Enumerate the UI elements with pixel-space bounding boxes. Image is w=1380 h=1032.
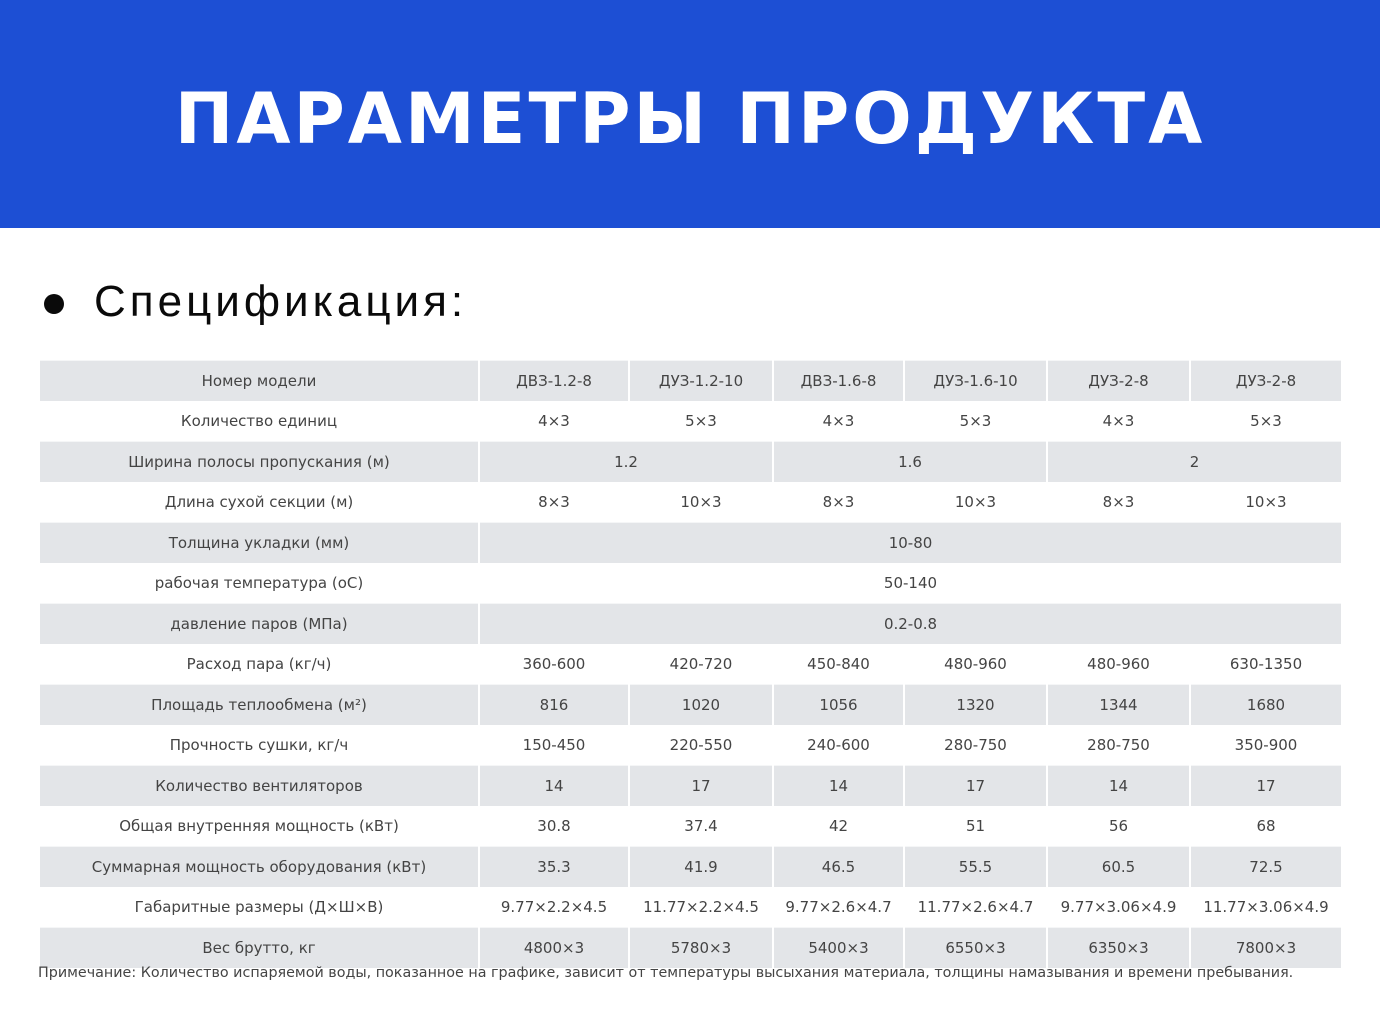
table-cell: 9.77×2.2×4.5 bbox=[500, 898, 608, 916]
table-cell: 4×3 bbox=[538, 412, 570, 430]
table-cell: 816 bbox=[480, 684, 628, 725]
table-cell: 280-750 bbox=[944, 736, 1007, 754]
row-label: давление паров (МПа) bbox=[40, 603, 478, 644]
table-cell: 1680 bbox=[1191, 684, 1341, 725]
table-cell: 72.5 bbox=[1191, 846, 1341, 887]
table-cell: 4×3 bbox=[1102, 412, 1135, 430]
table-cell: 41.9 bbox=[630, 846, 772, 887]
table-cell: 35.3 bbox=[480, 846, 628, 887]
table-cell: 480-960 bbox=[944, 655, 1007, 673]
table-cell: 46.5 bbox=[774, 846, 903, 887]
table-row bbox=[40, 482, 1341, 522]
table-cell: 55.5 bbox=[905, 846, 1046, 887]
table-cell: ДУЗ-2-8 bbox=[1048, 360, 1189, 401]
row-label: Количество единиц bbox=[180, 412, 338, 430]
table-cell: 5×3 bbox=[959, 412, 992, 430]
table-cell: ДУЗ-1.2-10 bbox=[630, 360, 772, 401]
section-heading bbox=[44, 272, 467, 332]
table-cell: 4×3 bbox=[822, 412, 855, 430]
table-row bbox=[40, 644, 1341, 684]
table-cell: 1020 bbox=[630, 684, 772, 725]
table-cell: 10×3 bbox=[954, 493, 997, 511]
table-cell: 11.77×2.6×4.7 bbox=[917, 898, 1034, 916]
table-cell: 14 bbox=[480, 765, 628, 806]
table-cell: 10×3 bbox=[1245, 493, 1287, 511]
row-label: Вес брутто, кг bbox=[40, 927, 478, 968]
table-cell: 350-900 bbox=[1234, 736, 1298, 754]
table-cell: 11.77×2.2×4.5 bbox=[643, 898, 759, 916]
table-cell: 240-600 bbox=[807, 736, 870, 754]
table-cell: 1344 bbox=[1048, 684, 1189, 725]
table-cell: 1056 bbox=[774, 684, 903, 725]
row-label: Ширина полосы пропускания (м) bbox=[40, 441, 478, 482]
table-cell: 17 bbox=[905, 765, 1046, 806]
table-row bbox=[40, 563, 1341, 603]
table-cell: 9.77×2.6×4.7 bbox=[785, 898, 892, 916]
row-label: Количество вентиляторов bbox=[40, 765, 478, 806]
table-row bbox=[40, 846, 1341, 887]
row-label: рабочая температура (оС) bbox=[154, 574, 364, 592]
table-cell: 420-720 bbox=[669, 655, 733, 673]
spec-table bbox=[38, 360, 1343, 968]
table-cell: ДУЗ-2-8 bbox=[1191, 360, 1341, 401]
table-cell: 14 bbox=[774, 765, 903, 806]
table-cell: 14 bbox=[1048, 765, 1189, 806]
table-row bbox=[40, 725, 1341, 765]
table-cell: 42 bbox=[828, 817, 849, 835]
table-cell: ДВЗ-1.2-8 bbox=[480, 360, 628, 401]
table-cell: 280-750 bbox=[1087, 736, 1150, 754]
row-label: Суммарная мощность оборудования (кВт) bbox=[40, 846, 478, 887]
table-cell: 0.2-0.8 bbox=[480, 603, 1341, 644]
table-cell: 56 bbox=[1108, 817, 1129, 835]
table-row bbox=[40, 522, 1341, 563]
row-label: Длина сухой секции (м) bbox=[164, 493, 354, 511]
table-cell: 630-1350 bbox=[1229, 655, 1303, 673]
row-label: Расход пара (кг/ч) bbox=[186, 655, 332, 673]
table-row bbox=[40, 360, 1341, 401]
table-cell: 60.5 bbox=[1048, 846, 1189, 887]
table-cell: 7800×3 bbox=[1191, 927, 1341, 968]
section-heading-text: Спецификация: bbox=[94, 277, 468, 326]
table-cell: 5×3 bbox=[1250, 412, 1282, 430]
table-row bbox=[40, 806, 1341, 846]
row-label: Общая внутренняя мощность (кВт) bbox=[119, 817, 399, 835]
table-cell: 5400×3 bbox=[774, 927, 903, 968]
table-cell: 37.4 bbox=[684, 817, 718, 835]
table-cell: ДУЗ-1.6-10 bbox=[905, 360, 1046, 401]
row-label: Толщина укладки (мм) bbox=[40, 522, 478, 563]
table-cell: 220-550 bbox=[669, 736, 733, 754]
row-label: Площадь теплообмена (м²) bbox=[40, 684, 478, 725]
table-cell: 10-80 bbox=[480, 522, 1341, 563]
table-cell: 1.2 bbox=[480, 441, 772, 482]
table-cell: 17 bbox=[630, 765, 772, 806]
table-row bbox=[40, 765, 1341, 806]
table-cell: 51 bbox=[965, 817, 986, 835]
table-cell: 8×3 bbox=[822, 493, 855, 511]
table-row bbox=[40, 927, 1341, 968]
bullet-icon bbox=[44, 294, 64, 314]
row-label: Прочность сушки, кг/ч bbox=[169, 736, 349, 754]
table-cell: 4800×3 bbox=[480, 927, 628, 968]
table-cell: 17 bbox=[1191, 765, 1341, 806]
table-cell: 6550×3 bbox=[905, 927, 1046, 968]
row-label: Номер модели bbox=[40, 360, 478, 401]
spec-table-body bbox=[40, 360, 1341, 968]
row-label: Габаритные размеры (Д×Ш×В) bbox=[134, 898, 384, 916]
table-row bbox=[40, 603, 1341, 644]
table-cell: 1320 bbox=[905, 684, 1046, 725]
table-cell: 30.8 bbox=[537, 817, 571, 835]
table-cell: 450-840 bbox=[807, 655, 870, 673]
table-row bbox=[40, 401, 1341, 441]
table-cell: 10×3 bbox=[680, 493, 722, 511]
table-cell: 150-450 bbox=[522, 736, 586, 754]
table-cell: 2 bbox=[1048, 441, 1341, 482]
table-cell: 68 bbox=[1256, 817, 1276, 835]
table-row bbox=[40, 887, 1341, 927]
table-row bbox=[40, 684, 1341, 725]
page-title: ПАРАМЕТРЫ ПРОДУКТА bbox=[174, 78, 1206, 160]
table-cell: 5780×3 bbox=[630, 927, 772, 968]
table-cell: 9.77×3.06×4.9 bbox=[1060, 898, 1177, 916]
table-cell: 8×3 bbox=[1102, 493, 1135, 511]
table-row bbox=[40, 441, 1341, 482]
table-note: Примечание: Количество испаряемой воды, показанное на графике, зависит от температуры высыхания материала, толщины намазывания и времени пребывания. bbox=[38, 965, 1294, 981]
table-cell: 5×3 bbox=[685, 412, 717, 430]
header-banner bbox=[0, 0, 1380, 228]
table-cell: 11.77×3.06×4.9 bbox=[1203, 898, 1329, 916]
table-cell: 8×3 bbox=[538, 493, 570, 511]
table-cell: 6350×3 bbox=[1048, 927, 1189, 968]
table-cell: 360-600 bbox=[522, 655, 586, 673]
table-cell: 480-960 bbox=[1087, 655, 1150, 673]
table-cell: 50-140 bbox=[883, 574, 938, 592]
table-cell: 1.6 bbox=[774, 441, 1046, 482]
table-cell: ДВЗ-1.6-8 bbox=[774, 360, 903, 401]
